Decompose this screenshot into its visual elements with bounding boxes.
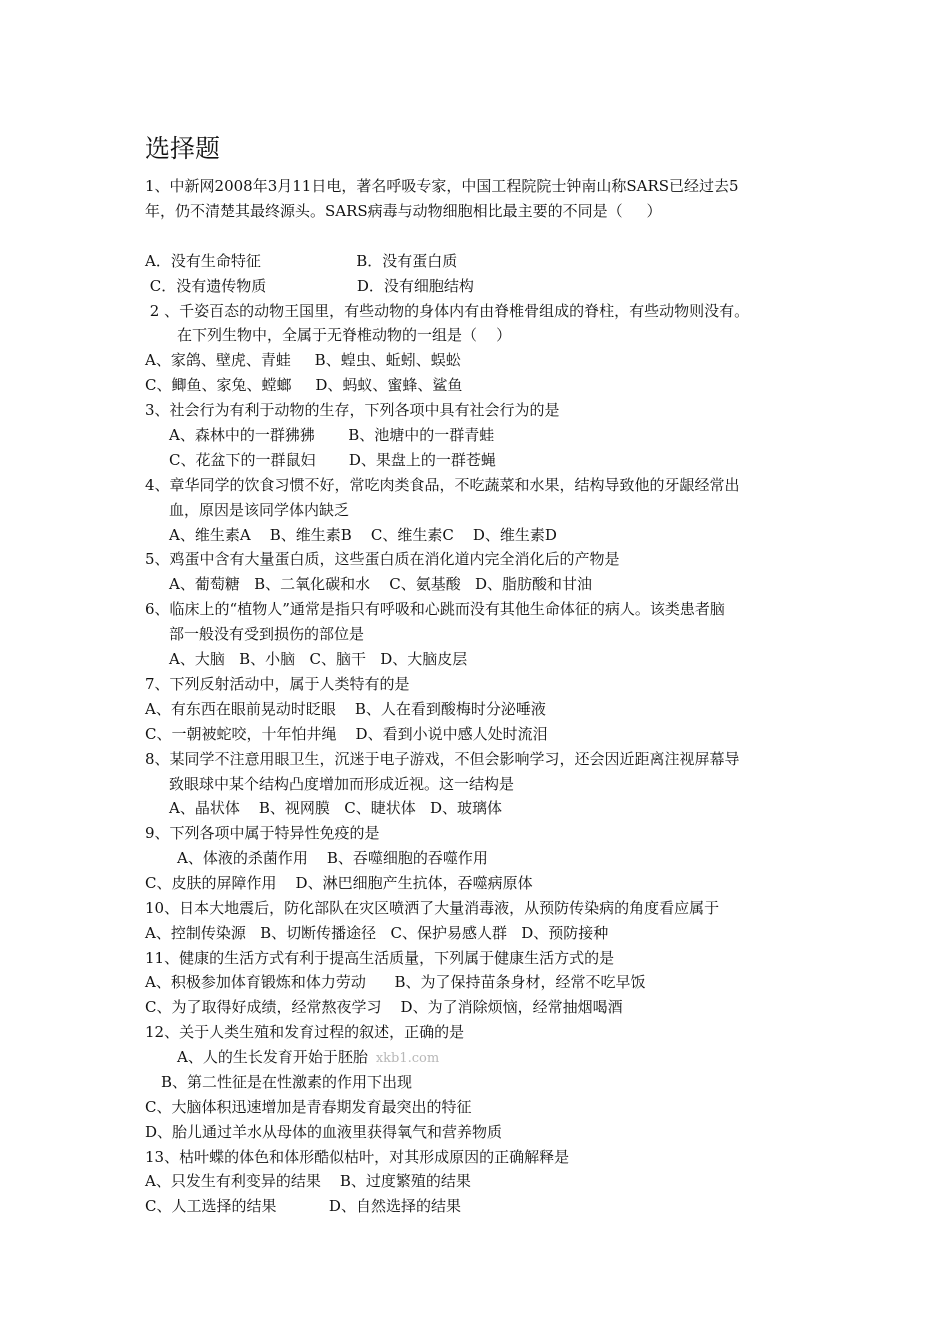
q4-stem-line1: 4、章华同学的饮食习惯不好，常吃肉类食品，不吃蔬菜和水果，结构导致他的牙龈经常出 xyxy=(145,476,740,494)
q1-options-cd: C．没有遗传物质 D．没有细胞结构 xyxy=(145,277,474,295)
q10-options: A、控制传染源 B、切断传播途径 C、保护易感人群 D、预防接种 xyxy=(145,924,609,942)
q11-options-cd: C、为了取得好成绩，经常熬夜学习 D、为了消除烦恼，经常抽烟喝酒 xyxy=(145,998,623,1016)
q9-options-cd: C、皮肤的屏障作用 D、淋巴细胞产生抗体，吞噬病原体 xyxy=(145,874,533,892)
q12-option-a-text: A、人的生长发育开始于胚胎 xyxy=(177,1048,368,1066)
q12-option-b: B、第二性征是在性激素的作用下出现 xyxy=(161,1073,413,1091)
q8-stem-line2: 致眼球中某个结构凸度增加而形成近视。这一结构是 xyxy=(169,775,515,793)
q12-stem: 12、关于人类生殖和发育过程的叙述，正确的是 xyxy=(145,1023,465,1041)
q2-stem-line1: 2 、千姿百态的动物王国里，有些动物的身体内有由脊椎骨组成的脊柱，有些动物则没有。 xyxy=(145,302,750,320)
q6-stem-line2: 部一般没有受到损伤的部位是 xyxy=(169,625,365,643)
q4-stem-line2: 血，原因是该同学体内缺乏 xyxy=(169,501,350,519)
q6-stem-line1: 6、临床上的“植物人”通常是指只有呼吸和心跳而没有其他生命体征的病人。该类患者脑 xyxy=(145,600,725,618)
page-title: 选择题 xyxy=(145,134,221,163)
q11-stem: 11、健康的生活方式有利于提高生活质量，下列属于健康生活方式的是 xyxy=(145,949,615,967)
q4-options: A、维生素A B、维生素B C、维生素C D、维生素D xyxy=(169,526,557,544)
q7-options-ab: A、有东西在眼前晃动时眨眼 B、人在看到酸梅时分泌唾液 xyxy=(145,700,546,718)
q12-option-c: C、大脑体积迅速增加是青春期发育最突出的特征 xyxy=(145,1098,472,1116)
q3-options-cd: C、花盆下的一群鼠妇 D、果盘上的一群苍蝇 xyxy=(169,451,496,469)
q10-stem: 10、日本大地震后，防化部队在灾区喷洒了大量消毒液，从预防传染病的角度看应属于 xyxy=(145,899,720,917)
q3-stem: 3、社会行为有利于动物的生存，下列各项中具有社会行为的是 xyxy=(145,401,560,419)
q7-options-cd: C、一朝被蛇咬，十年怕井绳 D、看到小说中感人处时流泪 xyxy=(145,725,548,743)
q8-options: A、晶状体 B、视网膜 C、睫状体 D、玻璃体 xyxy=(169,799,503,817)
q2-options-ab: A、家鸽、壁虎、青蛙 B、蝗虫、蚯蚓、蜈蚣 xyxy=(145,351,461,369)
q12-option-d: D、胎儿通过羊水从母体的血液里获得氧气和营养物质 xyxy=(145,1123,503,1141)
q1-stem-line2: 年，仍不清楚其最终源头。SARS病毒与动物细胞相比最主要的不同是（ ） xyxy=(145,202,662,220)
watermark: xkb1.com xyxy=(375,1051,440,1066)
q5-options: A、葡萄糖 B、二氧化碳和水 C、氨基酸 D、脂肪酸和甘油 xyxy=(169,575,593,593)
q9-stem: 9、下列各项中属于特异性免疫的是 xyxy=(145,824,380,842)
q13-stem: 13、枯叶蝶的体色和体形酷似枯叶，对其形成原因的正确解释是 xyxy=(145,1148,570,1166)
q8-stem-line1: 8、某同学不注意用眼卫生，沉迷于电子游戏，不但会影响学习，还会因近距离注视屏幕导 xyxy=(145,750,740,768)
q2-stem-line2: 在下列生物中，全属于无脊椎动物的一组是（ ） xyxy=(177,326,512,344)
q3-options-ab: A、森林中的一群狒狒 B、池塘中的一群青蛙 xyxy=(169,426,495,444)
q1-stem-line1: 1、中新网2008年3月11日电，著名呼吸专家，中国工程院院士钟南山称SARS已经过去5 xyxy=(145,177,739,195)
q12-option-a xyxy=(177,1046,439,1070)
q13-options-cd: C、人工选择的结果 D、自然选择的结果 xyxy=(145,1197,461,1215)
q6-options: A、大脑 B、小脑 C、脑干 D、大脑皮层 xyxy=(169,650,468,668)
q1-options-ab: A．没有生命特征 B．没有蛋白质 xyxy=(145,252,458,270)
q2-options-cd: C、鲫鱼、家兔、螳螂 D、蚂蚁、蜜蜂、鲨鱼 xyxy=(145,376,463,394)
q13-options-ab: A、只发生有利变异的结果 B、过度繁殖的结果 xyxy=(145,1172,471,1190)
q11-options-ab: A、积极参加体育锻炼和体力劳动 B、为了保持苗条身材，经常不吃早饭 xyxy=(145,973,646,991)
q9-options-ab: A、体液的杀菌作用 B、吞噬细胞的吞噬作用 xyxy=(177,849,488,867)
q5-stem: 5、鸡蛋中含有大量蛋白质，这些蛋白质在消化道内完全消化后的产物是 xyxy=(145,550,620,568)
q7-stem: 7、下列反射活动中，属于人类特有的是 xyxy=(145,675,410,693)
